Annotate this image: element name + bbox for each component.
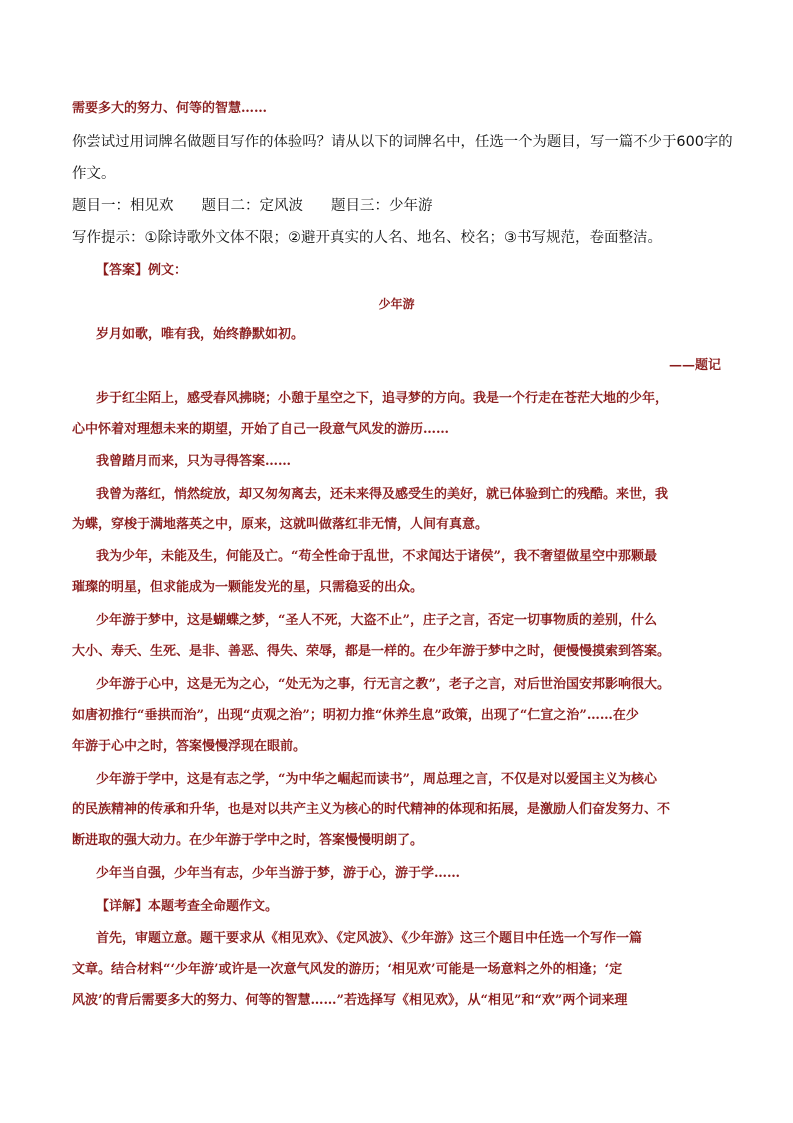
essay-paragraph-2-line-1: 我曾踏月而来，只为寻得答案…… [96, 454, 292, 469]
answer-label-suffix: 例文： [148, 263, 188, 278]
answer-heading [96, 261, 187, 281]
essay-paragraph-1-line-1: 步于红尘陌上，感受春风拂晓；小憩于星空之下，追寻梦的方向。我是一个行走在苍茫大地的少年， [96, 391, 669, 406]
essay-paragraph-6-line-1: 少年游于心中，这是无为之心，“处无为之事，行无言之教”，老子之言，对后世治国安邦影响很大。 [96, 677, 670, 692]
analysis-heading [96, 897, 278, 917]
essay-paragraph-4-line-2: 璀璨的明星，但求能成为一颗能发光的星，只需稳妥的出众。 [72, 580, 424, 595]
question-line-1: 你尝试过用词牌名做题目写作的体验吗？请从以下的词牌名中，任选一个为题目，写一篇不少于600字的 [72, 134, 733, 150]
analysis-line-2: 文章。结合材料“‘少年游’或许是一次意气风发的游历；‘相见欢’可能是一场意料之外的相逢；‘定 [72, 962, 623, 977]
analysis-line-1: 首先，审题立意。题干要求从《相见欢》、《定风波》、《少年游》这三个题目中任选一个写作一篇 [96, 931, 643, 946]
essay-paragraph-6-line-3: 年游于心中之时，答案慢慢浮现在眼前。 [72, 739, 307, 754]
essay-title: 少年游 [378, 297, 415, 311]
question-line-2: 作文。 [72, 166, 116, 182]
essay-paragraph-3-line-2: 为蝶，穿梭于满地落英之中，原来，这就叫做落红非无情，人间有真意。 [72, 517, 489, 532]
essay-paragraph-1-line-2: 心中怀着对理想未来的期望，开始了自己一段意气风发的游历…… [72, 422, 450, 437]
essay-paragraph-7-line-1: 少年游于学中，这是有志之学，“为中华之崛起而读书”，周总理之言，不仅是对以爱国主义为核心 [96, 772, 657, 787]
intro-tail: 需要多大的努力、何等的智慧…… [72, 101, 268, 116]
essay-paragraph-6-line-2: 如唐初推行“垂拱而治”，出现“贞观之治”；明初力推“休养生息”政策，出现了“仁宣之治”……在少 [72, 708, 639, 723]
essay-paragraph-5-line-2: 大小、寿夭、生死、是非、善恶、得失、荣辱，都是一样的。在少年游于梦中之时，便慢慢摸索到答案。 [72, 644, 671, 659]
essay-paragraph-3-line-1: 我曾为落红，悄然绽放，却又匆匆离去，还未来得及感受生的美好，就已体验到亡的残酷。来世，我 [96, 487, 669, 502]
essay-paragraph-8-line-1: 少年当自强，少年当有志，少年当游于梦，游于心，游于学…… [96, 866, 461, 881]
topic-2: 题目二：定风波 [201, 198, 303, 214]
writing-tips: 写作提示：①除诗歌外文体不限；②避开真实的人名、地名、校名；③书写规范，卷面整洁。 [72, 230, 662, 246]
epigraph-source: ——题记 [668, 358, 721, 373]
analysis-label: 【详解】 [96, 899, 149, 914]
answer-label: 【答案】 [96, 263, 149, 278]
essay-paragraph-5-line-1: 少年游于梦中，这是蝴蝶之梦，“圣人不死，大盗不止”，庄子之言，否定一切事物质的差别，什么 [96, 613, 657, 628]
topic-list [72, 196, 433, 216]
analysis-label-suffix: 本题考查全命题作文。 [148, 899, 279, 914]
essay-paragraph-7-line-2: 的民族精神的传承和升华，也是对以共产主义为核心的时代精神的体现和拓展，是激励人们奋发努力、不 [72, 802, 671, 817]
essay-paragraph-4-line-1: 我为少年，未能及生，何能及亡。“苟全性命于乱世，不求闻达于诸侯”，我不奢望做星空中那颗最 [96, 549, 657, 564]
analysis-line-3: 风波’的背后需要多大的努力、何等的智慧……”若选择写《相见欢》，从“相见”和“欢”两个词来理 [72, 993, 628, 1008]
essay-epigraph: 岁月如歌，唯有我，始终静默如初。 [96, 327, 305, 342]
essay-paragraph-7-line-3: 断进取的强大动力。在少年游于学中之时，答案慢慢明朗了。 [72, 833, 424, 848]
topic-1: 题目一：相见欢 [72, 198, 174, 214]
topic-3: 题目三：少年游 [331, 198, 433, 214]
